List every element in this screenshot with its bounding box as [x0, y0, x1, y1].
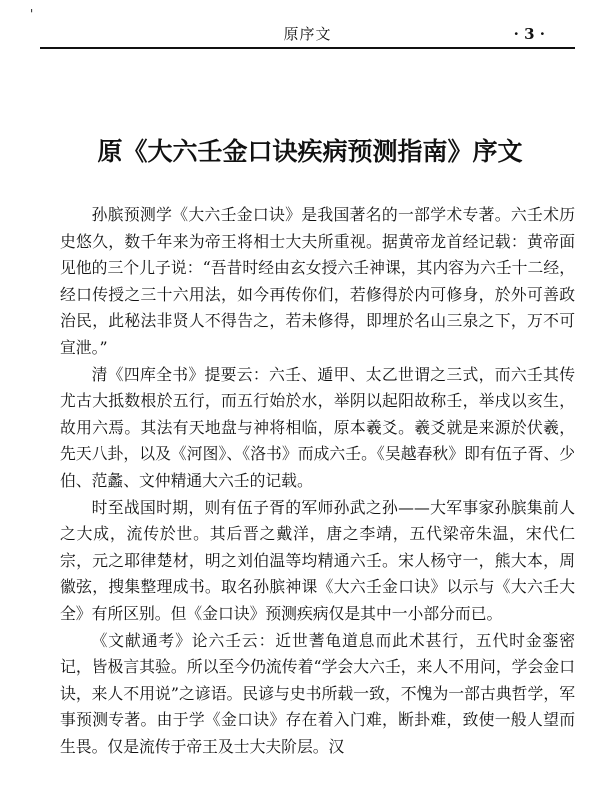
- paragraph-3: 时至战国时期，则有伍子胥的军师孙武之孙——大军事家孙膑集前人之大成，流传於世。其后晋之戴洋，唐之李靖，五代梁帝朱温，宋代仁宗，元之耶律楚材，明之刘伯温等均精通六壬。宋人杨守一，熊大本，周徽弦，搜集整理成书。取名孙膑神课《大六壬金口诀》以示与《大六壬大全》有所区别。但《金口诀》预测疾病仅是其中一小部分而已。: [60, 497, 575, 623]
- chapter-title: 原《大六壬金口诀疾病预测指南》序文: [97, 136, 523, 166]
- running-title: 原序文: [283, 25, 332, 43]
- header-rule: [40, 47, 575, 49]
- body-text: [60, 202, 575, 792]
- paragraph-1: 孙膑预测学《大六壬金口诀》是我国著名的一部学术专著。六壬术历史悠久，数千年来为帝王将相士大夫所重视。据黄帝龙首经记载：黄帝面见他的三个儿子说：“吾昔时经由玄女授六壬神课，其内容为六壬十二经，经口传授之三十六用法，如今再传你们，若修得於内可修身，於外可善政治民，此秘法非贤人不得告之，若未修得，即埋於名山三泉之下，万不可宣泄。”: [60, 205, 575, 357]
- page-header: [40, 24, 575, 46]
- page-number: · 3 ·: [513, 25, 545, 43]
- corner-mark: ': [30, 7, 34, 21]
- paragraph-4: 《文献通考》论六壬云：近世蓍龟道息而此术甚行，五代时金銮密记，皆极言其验。所以至今仍流传着“学会大六壬，来人不用问，学会金口诀，来人不用说”之谚语。民谚与史书所载一致，不愧为一部古典哲学，军事预测专著。由于学《金口诀》存在着入门难，断卦难，致使一般人望而生畏。仅是流传于帝王及士大夫阶层。汉: [60, 630, 575, 756]
- paragraph-2: 清《四库全书》提要云：六壬、遁甲、太乙世谓之三式，而六壬其传尤古大抵数根於五行，而五行始於水，举阴以起阳故称壬，举戌以亥生，故用六焉。其法有天地盘与神将相临，原本羲爻。羲爻就是来源於伏羲，先天八卦，以及《河图》、《洛书》而成六壬。《吴越春秋》即有伍子胥、少伯、范蠡、文仲精通大六壬的记载。: [60, 364, 575, 490]
